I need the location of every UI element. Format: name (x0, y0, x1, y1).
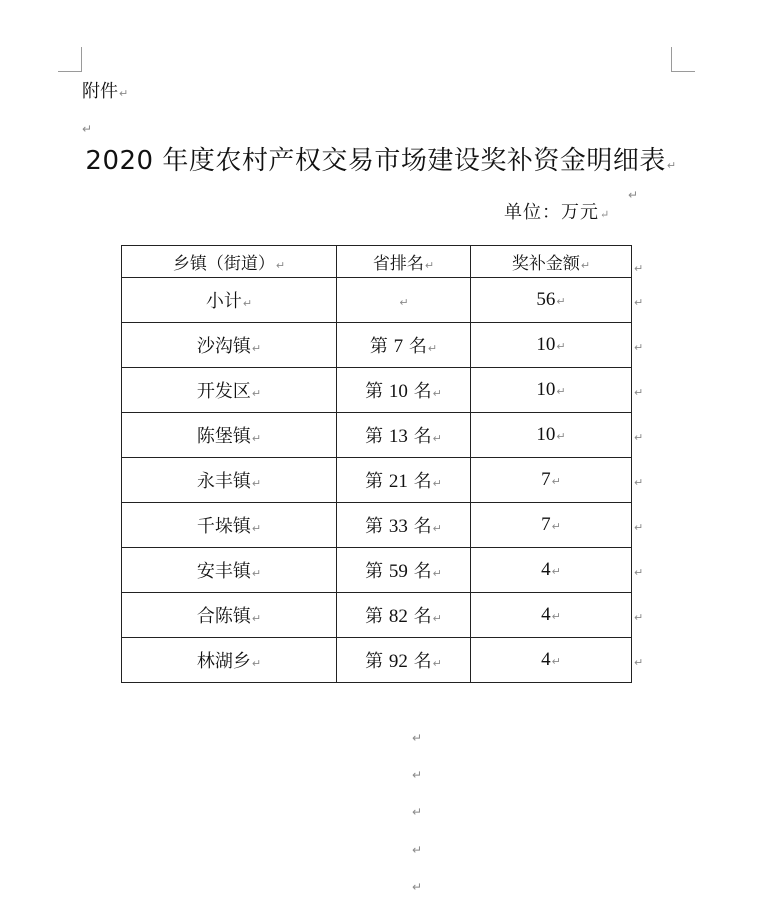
header-rank: 省排名↵ (337, 246, 471, 278)
table-header-row (122, 246, 632, 278)
cell-mark-icon: ↵ (251, 387, 262, 400)
amount-cell: 10↵ (471, 368, 632, 413)
town-cell: 开发区↵ (122, 368, 337, 413)
subtotal-rank (337, 278, 471, 323)
cell-mark-icon: ↵ (556, 295, 566, 308)
cell-mark-icon: ↵ (556, 430, 566, 443)
row-end-mark-icon: ↵ (634, 611, 644, 624)
rank-cell: 第 10 名↵ (337, 368, 471, 413)
unit-label: 单位：万元↵ (504, 202, 611, 223)
town-cell: 合陈镇↵ (122, 593, 337, 638)
cell-mark-icon: ↵ (556, 340, 566, 353)
paragraph-mark-icon: ↵ (628, 188, 639, 202)
table-row (122, 368, 632, 413)
page-corner-top-right (671, 47, 695, 72)
cell-mark-icon: ↵ (556, 385, 566, 398)
table-row (122, 638, 632, 683)
cell-mark-icon: ↵ (424, 259, 435, 272)
row-end-mark-icon: ↵ (634, 431, 644, 444)
cell-mark-icon: ↵ (275, 259, 286, 272)
cell-mark-icon: ↵ (427, 342, 438, 355)
page-title: 2020 年度农村产权交易市场建设奖补资金明细表↵ (85, 146, 677, 176)
row-end-mark-icon: ↵ (634, 262, 644, 275)
town-cell: 安丰镇↵ (122, 548, 337, 593)
rank-cell: 第 92 名↵ (337, 638, 471, 683)
cell-mark-icon: ↵ (251, 612, 262, 625)
paragraph-mark-icon: ↵ (119, 87, 129, 100)
town-cell: 林湖乡↵ (122, 638, 337, 683)
paragraph-mark-icon: ↵ (412, 731, 423, 745)
cell-mark-icon: ↵ (251, 342, 262, 355)
row-end-mark-icon: ↵ (634, 476, 644, 489)
cell-mark-icon: ↵ (580, 259, 591, 272)
subtotal-label: 小计↵ (122, 278, 337, 323)
cell-mark-icon: ↵ (432, 432, 442, 445)
paragraph-mark-icon: ↵ (666, 159, 677, 172)
table-row (122, 413, 632, 458)
town-cell: 沙沟镇↵ (122, 323, 337, 368)
table-row (122, 503, 632, 548)
paragraph-mark-icon: ↵ (412, 843, 423, 857)
cell-mark-icon: ↵ (251, 522, 262, 535)
row-end-mark-icon: ↵ (634, 341, 644, 354)
cell-mark-icon: ↵ (432, 477, 442, 490)
cell-mark-icon: ↵ (251, 657, 262, 670)
cell-mark-icon: ↵ (432, 612, 442, 625)
town-cell: 千垛镇↵ (122, 503, 337, 548)
table-row (122, 323, 632, 368)
paragraph-mark-icon: ↵ (412, 805, 423, 819)
cell-mark-icon: ↵ (432, 522, 442, 535)
cell-mark-icon: ↵ (551, 475, 561, 488)
rank-cell: 第 33 名↵ (337, 503, 471, 548)
subtotal-amount: 56↵ (471, 278, 632, 323)
cell-mark-icon: ↵ (551, 565, 561, 578)
amount-cell: 7↵ (471, 503, 632, 548)
cell-mark-icon: ↵ (242, 297, 253, 310)
town-cell: 永丰镇↵ (122, 458, 337, 503)
row-end-mark-icon: ↵ (634, 566, 644, 579)
cell-mark-icon: ↵ (432, 567, 442, 580)
row-end-mark-icon: ↵ (634, 386, 644, 399)
amount-cell: 4↵ (471, 593, 632, 638)
table-row (122, 458, 632, 503)
cell-mark-icon: ↵ (251, 567, 262, 580)
rank-cell: 第 13 名↵ (337, 413, 471, 458)
cell-mark-icon: ↵ (251, 432, 262, 445)
rank-cell: 第 82 名↵ (337, 593, 471, 638)
rank-cell: 第 7 名↵ (337, 323, 471, 368)
header-town: 乡镇（街道）↵ (122, 246, 337, 278)
row-end-mark-icon: ↵ (634, 296, 644, 309)
rank-cell: 第 21 名↵ (337, 458, 471, 503)
paragraph-mark-icon: ↵ (412, 880, 423, 894)
amount-cell: 10↵ (471, 413, 632, 458)
cell-mark-icon: ↵ (251, 477, 262, 490)
attachment-label: 附件↵ (82, 81, 129, 102)
subsidy-table (121, 245, 632, 683)
row-end-mark-icon: ↵ (634, 656, 644, 669)
paragraph-mark-icon: ↵ (82, 122, 93, 136)
row-end-mark-icon: ↵ (634, 521, 644, 534)
cell-mark-icon: ↵ (551, 655, 561, 668)
cell-mark-icon: ↵ (551, 610, 561, 623)
table-row (122, 548, 632, 593)
paragraph-mark-icon: ↵ (600, 208, 611, 221)
amount-cell: 7↵ (471, 458, 632, 503)
paragraph-mark-icon: ↵ (412, 768, 423, 782)
town-cell: 陈堡镇↵ (122, 413, 337, 458)
subtotal-row (122, 278, 632, 323)
page-corner-top-left (58, 47, 82, 72)
amount-cell: 4↵ (471, 638, 632, 683)
cell-mark-icon: ↵ (432, 387, 442, 400)
cell-mark-icon: ↵ (399, 295, 409, 309)
cell-mark-icon: ↵ (551, 520, 561, 533)
cell-mark-icon: ↵ (432, 657, 442, 670)
table-row (122, 593, 632, 638)
header-amount: 奖补金额↵ (471, 246, 632, 278)
amount-cell: 4↵ (471, 548, 632, 593)
amount-cell: 10↵ (471, 323, 632, 368)
rank-cell: 第 59 名↵ (337, 548, 471, 593)
